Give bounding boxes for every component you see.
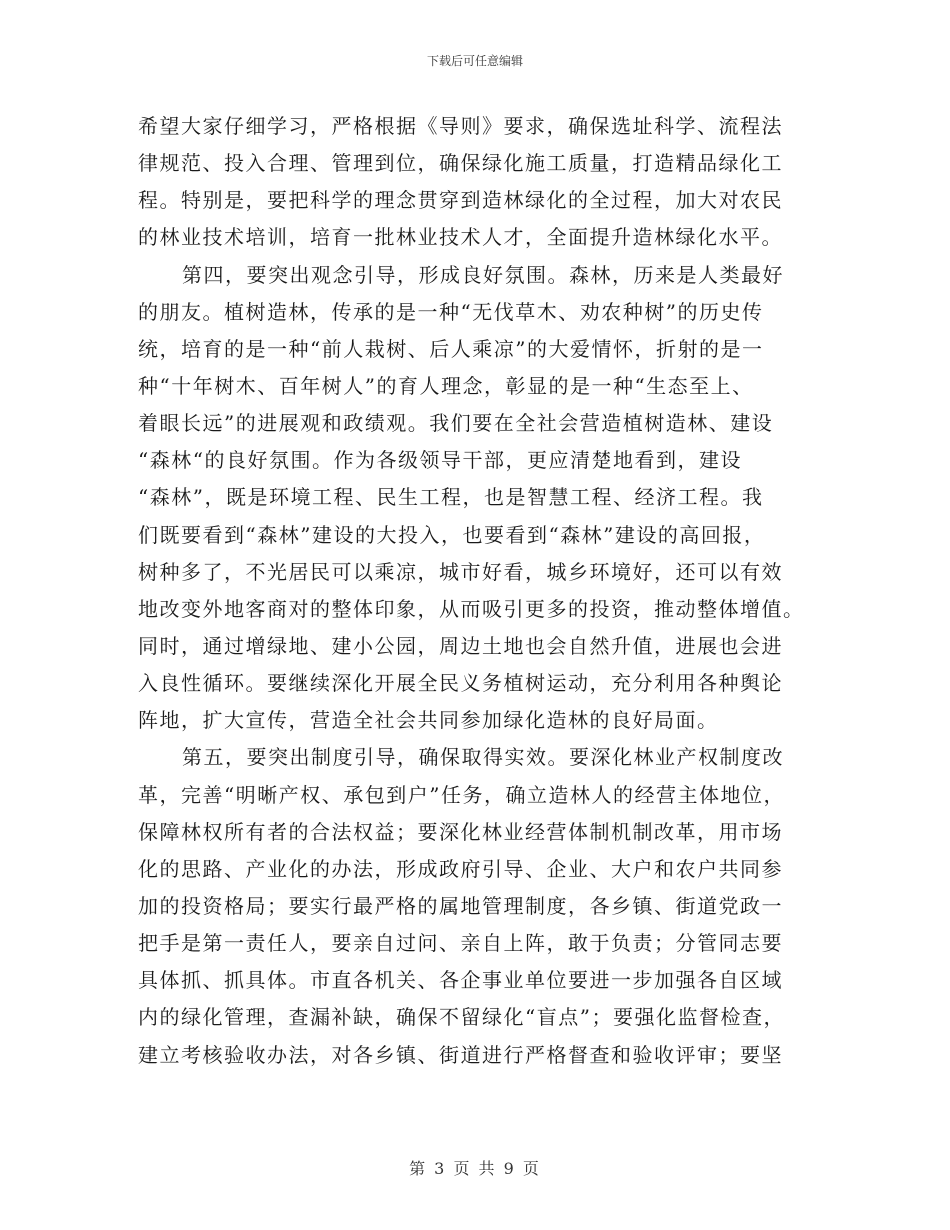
paragraph-start-line: 第五，要突出制度引导，确保取得实效。要深化林业产权制度改 bbox=[182, 745, 784, 770]
text-line: 具体抓、抓具体。市直各机关、各企事业单位要进一步加强各自区域 bbox=[138, 968, 783, 993]
text-line: 种“十年树木、百年树人”的育人理念，彰显的是一种“生态至上、 bbox=[138, 373, 754, 398]
text-line: 把手是第一责任人，要亲自过问、亲自上阵，敢于负责；分管同志要 bbox=[138, 931, 783, 956]
text-line: 律规范、投入合理、管理到位，确保绿化施工质量，打造精品绿化工 bbox=[138, 151, 783, 176]
text-line: 统，培育的是一种“前人栽树、后人乘凉”的大爱情怀，折射的是一 bbox=[138, 336, 764, 361]
text-line: 程。特别是，要把科学的理念贯穿到造林绿化的全过程，加大对农民 bbox=[138, 188, 783, 213]
text-line: 的朋友。植树造林，传承的是一种“无伐草木、劝农种树”的历史传 bbox=[138, 299, 764, 324]
text-line: 内的绿化管理，查漏补缺，确保不留绿化“盲点”；要强化监督检查， bbox=[138, 1005, 785, 1030]
text-line: 着眼长远”的进展观和政绩观。我们要在全社会营造植树造林、建设 bbox=[138, 411, 774, 436]
text-line: “森林”，既是环境工程、民生工程，也是智慧工程、经济工程。我 bbox=[138, 485, 764, 510]
text-line: “森林“的良好氛围。作为各级领导干部，更应清楚地看到，建设 bbox=[138, 448, 742, 473]
text-line: 树种多了，不光居民可以乘凉，城市好看，城乡环境好，还可以有效 bbox=[138, 559, 783, 584]
text-line: 地改变外地客商对的整体印象，从而吸引更多的投资，推动整体增值。 bbox=[138, 596, 805, 621]
text-line: 们既要看到“森林”建设的大投入，也要看到“森林”建设的高回报， bbox=[138, 522, 766, 547]
text-line: 入良性循环。要继续深化开展全民义务植树运动，充分利用各种舆论 bbox=[138, 671, 783, 696]
text-line: 同时，通过增绿地、建小公园，周边土地也会自然升值，进展也会进 bbox=[138, 633, 783, 658]
text-line: 的林业技术培训，培育一批林业技术人才，全面提升造林绿化水平。 bbox=[138, 225, 783, 250]
page-header-note: 下载后可任意编辑 bbox=[426, 54, 523, 68]
page-number-footer: 第 3 页 共 9 页 bbox=[409, 1159, 541, 1178]
text-line: 保障林权所有者的合法权益；要深化林业经营体制机制改革，用市场 bbox=[138, 819, 783, 844]
text-line: 阵地，扩大宣传，营造全社会共同参加绿化造林的良好局面。 bbox=[138, 708, 719, 733]
text-line: 革，完善“明晰产权、承包到户”任务，确立造林人的经营主体地位， bbox=[138, 782, 785, 807]
text-line: 建立考核验收办法，对各乡镇、街道进行严格督查和验收评审；要坚 bbox=[138, 1042, 783, 1067]
text-line: 化的思路、产业化的办法，形成政府引导、企业、大户和农户共同参 bbox=[138, 856, 783, 881]
paragraph-start-line: 第四，要突出观念引导，形成良好氛围。森林，历来是人类最好 bbox=[182, 262, 784, 287]
document-body bbox=[138, 108, 805, 1074]
text-line: 希望大家仔细学习，严格根据《导则》要求，确保选址科学、流程法 bbox=[138, 114, 783, 138]
text-line: 加的投资格局；要实行最严格的属地管理制度，各乡镇、街道党政一 bbox=[138, 893, 783, 918]
